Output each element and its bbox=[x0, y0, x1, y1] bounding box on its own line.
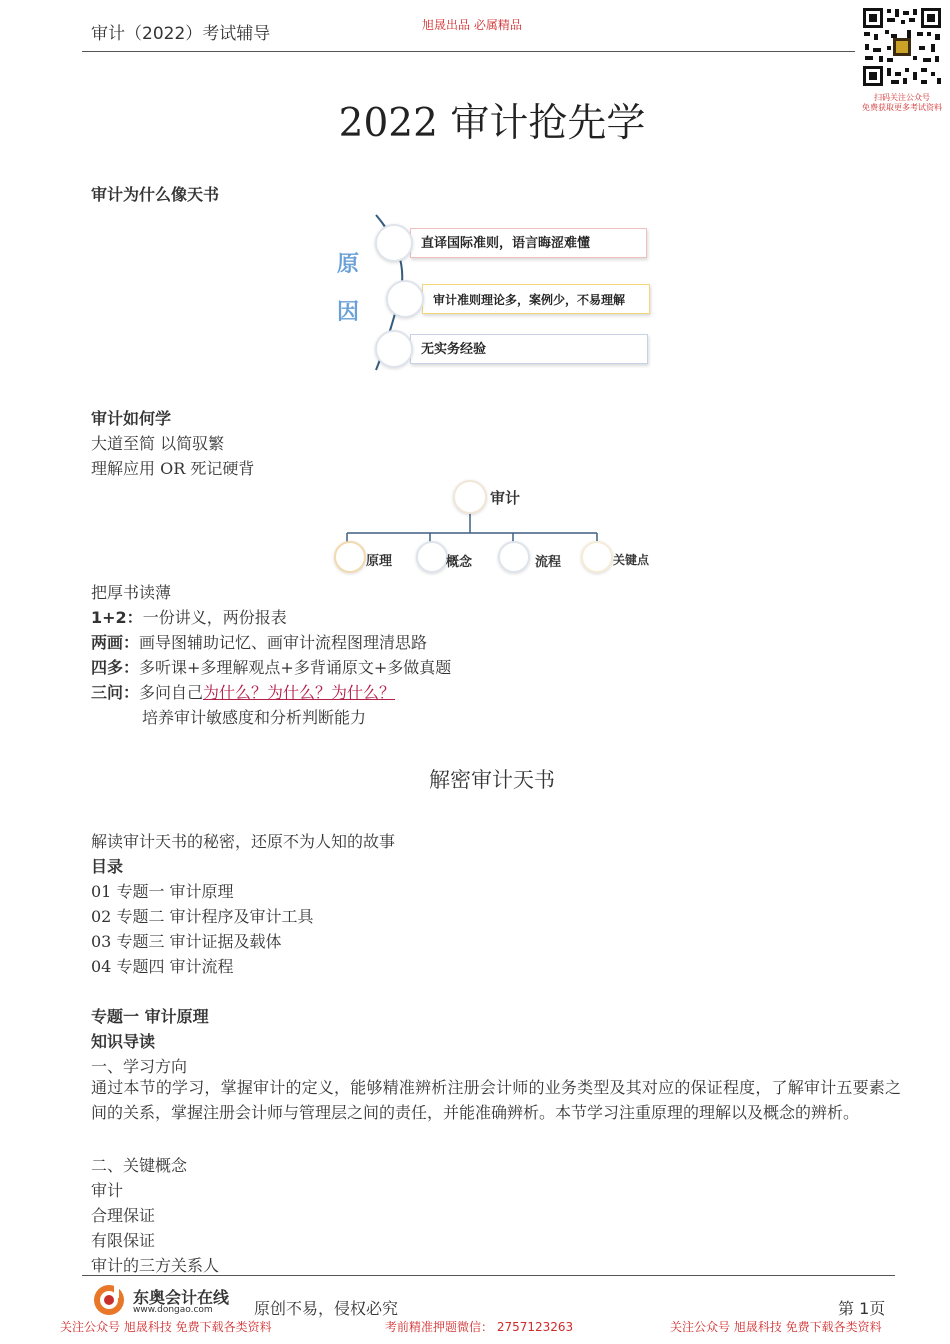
principle-line: 大道至简 以简驭繁 bbox=[91, 434, 225, 453]
method-item-text: 多问自己 bbox=[139, 683, 204, 702]
page-number: 第 1页 bbox=[838, 1299, 886, 1318]
mindmap-node-label: 关键点 bbox=[613, 553, 650, 567]
toc-heading: 目录 bbox=[91, 857, 124, 876]
footer-brand-name: 东奥会计在线 bbox=[133, 1288, 230, 1307]
question-heading-1: 审计为什么像天书 bbox=[91, 185, 220, 204]
concept-item: 审计 bbox=[91, 1181, 124, 1200]
topic-subheading-1: 一、学习方向 bbox=[91, 1057, 188, 1076]
mindmap-node-bullet-icon bbox=[416, 541, 448, 573]
toc-item: 01 专题一 审计原理 bbox=[91, 882, 234, 901]
footer-copyright: 原创不易，侵权必究 bbox=[254, 1299, 399, 1318]
concept-item: 合理保证 bbox=[91, 1206, 156, 1225]
mindmap-node-bullet-icon bbox=[581, 541, 613, 573]
header-divider bbox=[82, 51, 855, 52]
topic-guide-heading: 知识导读 bbox=[91, 1032, 156, 1051]
footer-promo-right: 关注公众号 旭晟科技 免费下载各类资料 bbox=[670, 1320, 882, 1334]
footer-brand-url: www.dongao.com bbox=[133, 1305, 213, 1315]
method-item-1 bbox=[91, 605, 287, 628]
toc-item: 03 专题三 审计证据及载体 bbox=[91, 932, 282, 951]
method-item-3 bbox=[91, 655, 451, 678]
mindmap-root-label: 审计 bbox=[490, 489, 521, 507]
method-item-4 bbox=[91, 680, 395, 703]
dongao-logo-icon bbox=[92, 1283, 126, 1317]
footer-promo-left: 关注公众号 旭晟科技 免费下载各类资料 bbox=[60, 1320, 272, 1334]
highlighted-questions: 为什么？为什么？为什么？ bbox=[203, 683, 396, 702]
method-line: 理解应用 OR 死记硬背 bbox=[91, 459, 255, 478]
method-item-label: 三问： bbox=[91, 683, 140, 702]
qr-caption-secondary: 免费获取更多考试资料 bbox=[862, 103, 942, 112]
method-item-2 bbox=[91, 630, 427, 653]
method-item-4-subtext: 培养审计敏感度和分析判断能力 bbox=[142, 708, 367, 727]
toc-item: 02 专题二 审计程序及审计工具 bbox=[91, 907, 314, 926]
question-heading-2: 审计如何学 bbox=[91, 409, 172, 428]
reason-bullet-icon bbox=[375, 330, 413, 368]
concept-item: 有限保证 bbox=[91, 1231, 156, 1250]
mindmap-node-bullet-icon bbox=[334, 541, 366, 573]
document-title: 2022 审计抢先学 bbox=[338, 101, 646, 146]
reason-item: 无实务经验 bbox=[410, 334, 648, 364]
reasons-diagram bbox=[330, 205, 660, 375]
mindmap-node-label: 概念 bbox=[446, 555, 473, 570]
method-summary: 把厚书读薄 bbox=[91, 583, 172, 602]
qr-code-icon bbox=[861, 6, 943, 88]
method-item-text: 画导图辅助记忆、画审计流程图理清思路 bbox=[139, 633, 428, 652]
learning-direction-paragraph: 通过本节的学习，掌握审计的定义，能够精准辨析注册会计师的业务类型及其对应的保证程度，了解审计五要素之间的关系，掌握注册会计师与管理层之间的责任，并能准确辨析。本节学习注重原理的理解以及概念的辨析。 bbox=[91, 1078, 901, 1122]
footer-promo-center: 考前精准押题微信： 2757123263 bbox=[385, 1320, 574, 1334]
method-item-text: 多听课+多理解观点+多背诵原文+多做真题 bbox=[139, 658, 452, 677]
reason-item: 审计准则理论多，案例少，不易理解 bbox=[422, 284, 650, 314]
footer-divider bbox=[82, 1275, 895, 1276]
qr-caption-primary: 扫码关注公众号 bbox=[874, 93, 930, 102]
mindmap-root-bullet-icon bbox=[453, 480, 487, 514]
side-label-yuan: 原 bbox=[337, 252, 360, 277]
topic-title: 专题一 审计原理 bbox=[91, 1007, 209, 1026]
concept-item: 审计的三方关系人 bbox=[91, 1256, 220, 1275]
side-label-yin: 因 bbox=[337, 300, 360, 325]
mindmap-node-label: 流程 bbox=[535, 555, 562, 570]
section-title: 解密审计天书 bbox=[429, 768, 555, 792]
mindmap-node-label: 原理 bbox=[366, 554, 393, 569]
reason-bullet-icon bbox=[375, 224, 413, 262]
reason-item: 直译国际准则，语言晦涩难懂 bbox=[410, 228, 647, 258]
mindmap-node-bullet-icon bbox=[498, 541, 530, 573]
method-item-label: 1+2： bbox=[91, 608, 143, 627]
method-item-label: 两画： bbox=[91, 633, 140, 652]
topic-subheading-2: 二、关键概念 bbox=[91, 1156, 188, 1175]
method-item-label: 四多： bbox=[91, 658, 140, 677]
reason-bullet-icon bbox=[386, 280, 424, 318]
audit-mindmap bbox=[325, 478, 665, 583]
toc-item: 04 专题四 审计流程 bbox=[91, 957, 234, 976]
header-slogan: 旭晟出品 必属精品 bbox=[422, 18, 522, 32]
section-description: 解读审计天书的秘密，还原不为人知的故事 bbox=[91, 832, 396, 851]
header-course-title: 审计（2022）考试辅导 bbox=[91, 24, 271, 44]
method-item-text: 一份讲义，两份报表 bbox=[142, 608, 287, 627]
